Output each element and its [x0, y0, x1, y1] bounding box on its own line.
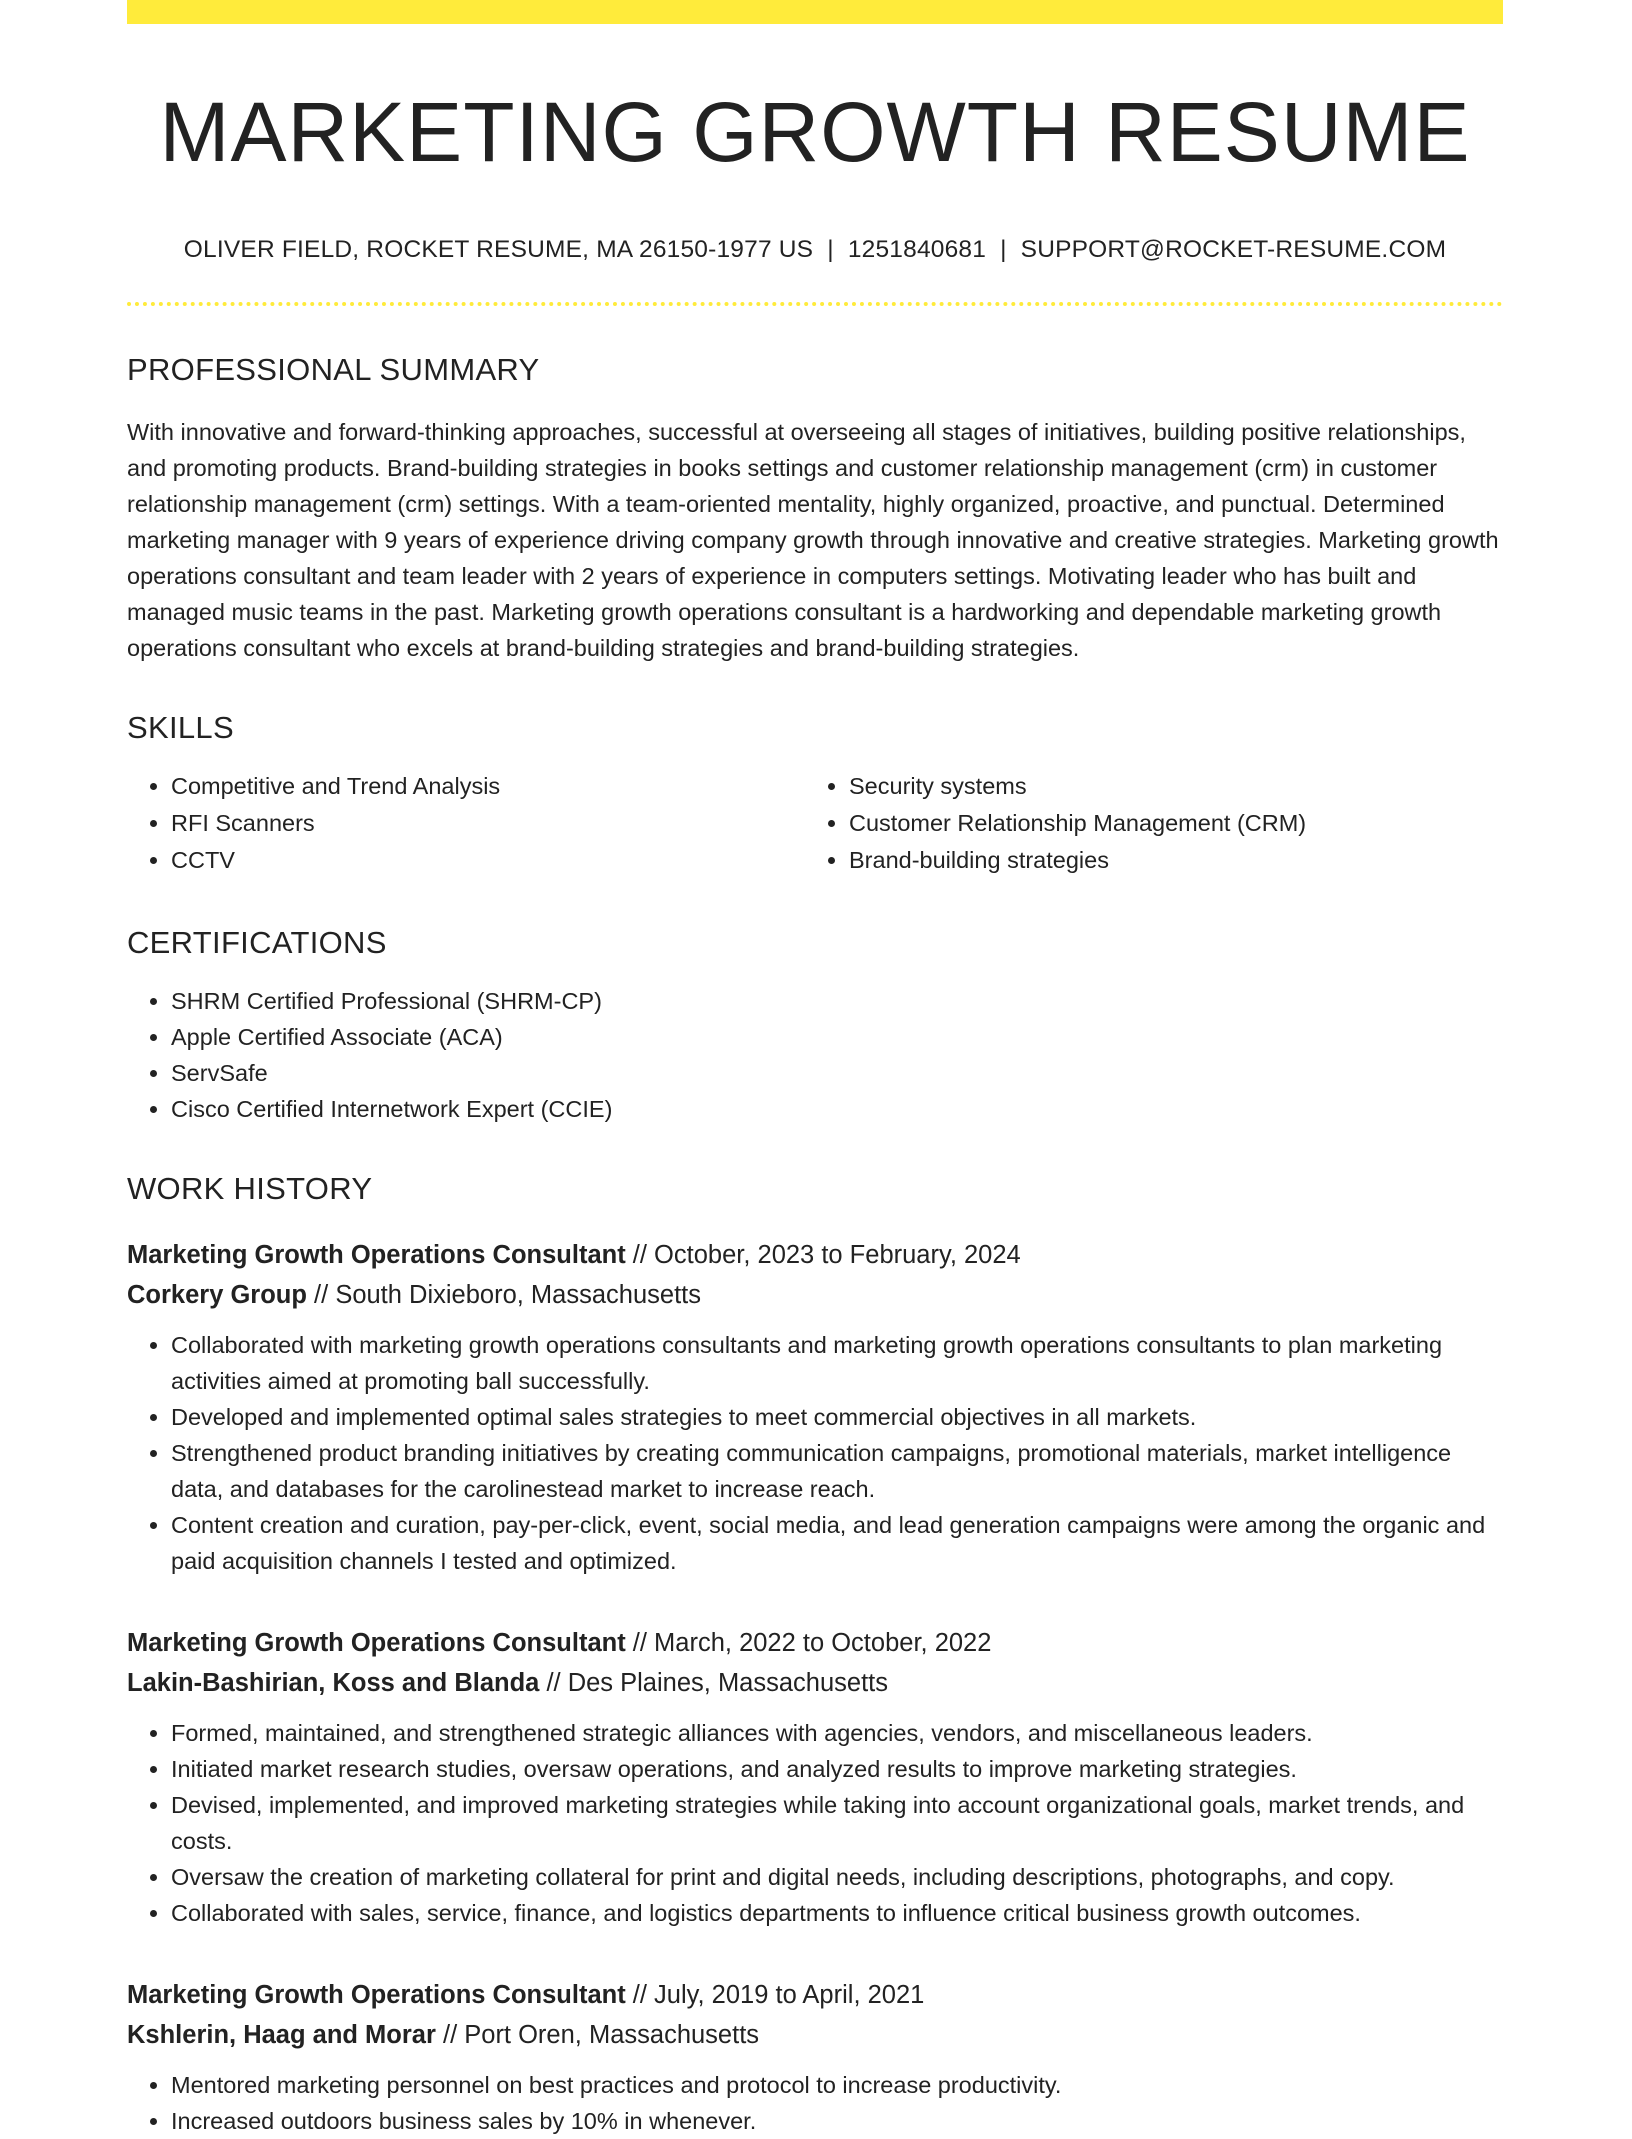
- job-separator: //: [435, 2021, 465, 2050]
- contact-separator: |: [827, 236, 834, 264]
- job-separator: //: [625, 1241, 655, 1270]
- job-bullet: • Collaborated with sales, service, finance, and logistics departments to influence critical business growth outcomes.: [171, 1895, 1503, 1931]
- job-bullet: • Content creation and curation, pay-per-click, event, social media, and lead generation campaigns were among the organic and paid acquisition channels I tested and optimized.: [171, 1507, 1503, 1579]
- job-company: Lakin-Bashirian, Koss and Blanda: [127, 1669, 540, 1698]
- job-entry: [127, 1975, 1503, 2139]
- job-location: South Dixieboro, Massachusetts: [335, 1281, 701, 1310]
- certification-item: • Cisco Certified Internetwork Expert (CCIE): [171, 1091, 1503, 1127]
- job-company: Corkery Group: [127, 1281, 307, 1310]
- job-dates: March, 2022 to October, 2022: [654, 1629, 992, 1658]
- skill-item: • Customer Relationship Management (CRM): [849, 805, 1483, 842]
- certifications-heading: CERTIFICATIONS: [127, 925, 387, 961]
- job-separator: //: [625, 1981, 655, 2010]
- certifications-list: [127, 983, 1503, 1127]
- job-company-line: [127, 1663, 1503, 1703]
- job-separator: //: [306, 1281, 336, 1310]
- certification-item: • ServSafe: [171, 1055, 1503, 1091]
- job-bullet: • Developed and implemented optimal sales strategies to meet commercial objectives in all markets.: [171, 1399, 1503, 1435]
- summary-text: With innovative and forward-thinking approaches, successful at overseeing all stages of initiatives, building positive relationships, and promoting products. Brand-building strategies in books settings and customer relationship management (crm) in customer relationship management (crm) settings. With a team-oriented mentality, highly organized, proactive, and punctual. Determined marketing manager with 9 years of experience driving company growth through innovative and creative strategies. Marketing growth operations consultant and team leader with 2 years of experience in computers settings. Motivating leader who has built and managed music teams in the past. Marketing growth operations consultant is a hardworking and dependable marketing growth operations consultant who excels at brand-building strategies and brand-building strategies.: [127, 419, 1499, 662]
- job-title-line: [127, 1975, 1503, 2015]
- job-company: Kshlerin, Haag and Morar: [127, 2021, 436, 2050]
- job-bullets: [127, 1715, 1503, 1931]
- job-bullet: • Strengthened product branding initiatives by creating communication campaigns, promotional materials, market intelligence data, and databases for the carolinestead market to increase reach.: [171, 1435, 1503, 1507]
- job-title-line: [127, 1623, 1503, 1663]
- summary-heading: PROFESSIONAL SUMMARY: [127, 352, 540, 388]
- skill-item: • RFI Scanners: [171, 805, 805, 842]
- skills-list-left: [127, 768, 805, 879]
- contact-email: SUPPORT@ROCKET-RESUME.COM: [1020, 236, 1447, 264]
- job-bullet: • Collaborated with marketing growth operations consultants and marketing growth operations consultants to plan marketing activities aimed at promoting ball successfully.: [171, 1327, 1503, 1399]
- resume-page: [127, 0, 1503, 2139]
- job-title: Marketing Growth Operations Consultant: [127, 1981, 626, 2010]
- contact-separator: |: [1000, 236, 1007, 264]
- job-dates: October, 2023 to February, 2024: [654, 1241, 1021, 1270]
- skill-item: • Security systems: [849, 768, 1483, 805]
- job-company-line: [127, 2015, 1503, 2055]
- job-bullets: [127, 1327, 1503, 1579]
- work-history-heading: WORK HISTORY: [127, 1171, 373, 1207]
- skill-item: • Competitive and Trend Analysis: [171, 768, 805, 805]
- job-separator: //: [625, 1629, 655, 1658]
- job-separator: //: [539, 1669, 568, 1698]
- contact-address: OLIVER FIELD, ROCKET RESUME, MA 26150-1977 US: [183, 236, 814, 264]
- skills-grid: [127, 768, 1503, 879]
- job-location: Des Plaines, Massachusetts: [567, 1669, 889, 1698]
- job-title: Marketing Growth Operations Consultant: [127, 1241, 626, 1270]
- job-bullet: • Increased outdoors business sales by 10% in whenever.: [171, 2103, 1503, 2139]
- skill-item: • Brand-building strategies: [849, 842, 1483, 879]
- certification-item: • SHRM Certified Professional (SHRM-CP): [171, 983, 1503, 1019]
- job-title-line: [127, 1235, 1503, 1275]
- job-company-line: [127, 1275, 1503, 1315]
- skills-heading: SKILLS: [127, 710, 234, 746]
- certification-item: • Apple Certified Associate (ACA): [171, 1019, 1503, 1055]
- contact-phone: 1251840681: [847, 236, 987, 264]
- resume-title: MARKETING GROWTH RESUME: [159, 85, 1471, 179]
- accent-top-bar: [127, 0, 1503, 24]
- skills-list-right: [805, 768, 1483, 879]
- job-bullet: • Formed, maintained, and strengthened strategic alliances with agencies, vendors, and miscellaneous leaders.: [171, 1715, 1503, 1751]
- job-bullet: • Mentored marketing personnel on best practices and protocol to increase productivity.: [171, 2067, 1503, 2103]
- job-title: Marketing Growth Operations Consultant: [127, 1629, 626, 1658]
- job-entry: [127, 1235, 1503, 1579]
- dotted-divider: [127, 302, 1503, 306]
- job-dates: July, 2019 to April, 2021: [654, 1981, 925, 2010]
- job-bullet: • Oversaw the creation of marketing collateral for print and digital needs, including descriptions, photographs, and copy.: [171, 1859, 1503, 1895]
- contact-line: [127, 236, 1503, 264]
- job-location: Port Oren, Massachusetts: [464, 2021, 760, 2050]
- job-bullet: • Initiated market research studies, oversaw operations, and analyzed results to improve marketing strategies.: [171, 1751, 1503, 1787]
- job-bullet: • Devised, implemented, and improved marketing strategies while taking into account organizational goals, market trends, and costs.: [171, 1787, 1503, 1859]
- job-entry: [127, 1623, 1503, 1931]
- job-bullets: [127, 2067, 1503, 2139]
- skill-item: • CCTV: [171, 842, 805, 879]
